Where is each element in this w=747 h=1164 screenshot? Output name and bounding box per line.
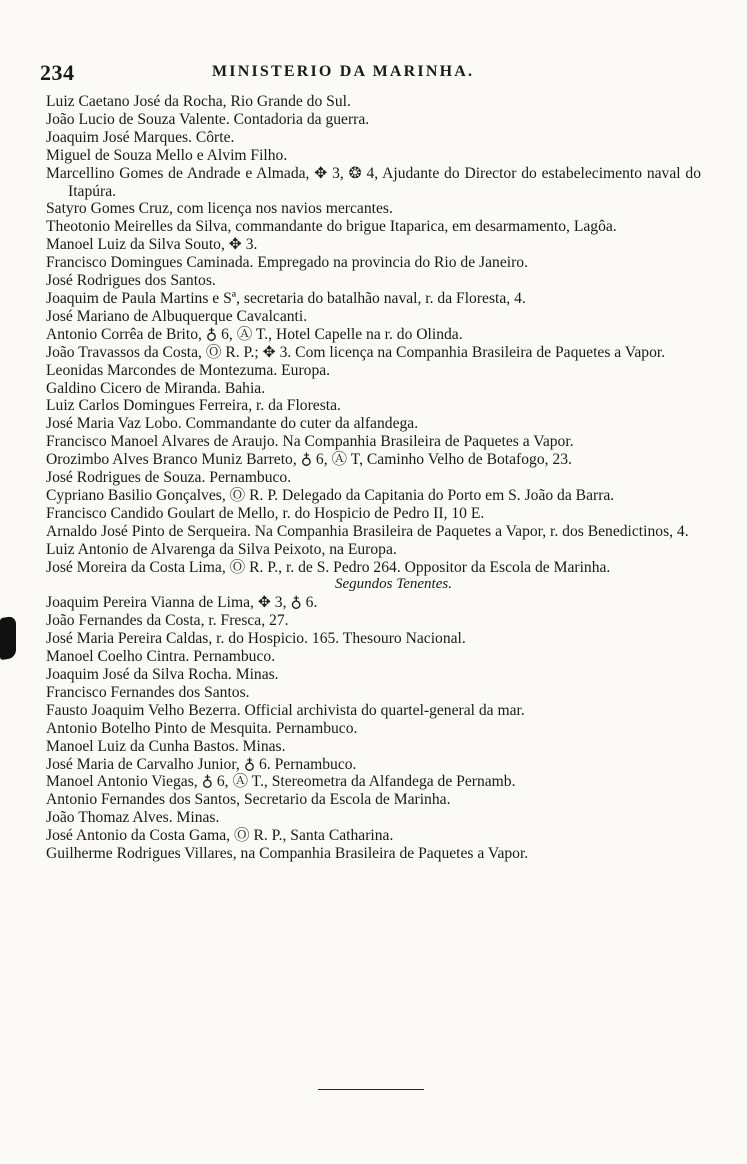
section-title: Segundos Tenentes. xyxy=(335,576,452,593)
list-item: Arnaldo José Pinto de Serqueira. Na Companhia Brasileira de Paquetes a Vapor, r. dos Benedictinos, 4. xyxy=(46,522,689,540)
list-item: Francisco Fernandes dos Santos. xyxy=(46,683,250,701)
list-item: Luiz Carlos Domingues Ferreira, r. da Floresta. xyxy=(46,397,341,415)
list-item: Miguel de Souza Mello e Alvim Filho. xyxy=(46,146,288,164)
list-item: Fausto Joaquim Velho Bezerra. Official archivista do quartel-general da mar. xyxy=(46,701,525,719)
list-item: José Rodrigues de Souza. Pernambuco. xyxy=(46,469,292,487)
list-item: Orozimbo Alves Branco Muniz Barreto, ♁ 6, Ⓐ T, Caminho Velho de Botafogo, 23. xyxy=(46,451,572,469)
list-item: José Antonio da Costa Gama, Ⓞ R. P., Santa Catharina. xyxy=(46,827,394,845)
list-item: Leonidas Marcondes de Montezuma. Europa. xyxy=(46,361,331,379)
list-item: Manoel Luiz da Cunha Bastos. Minas. xyxy=(46,737,286,755)
list-item: João Lucio de Souza Valente. Contadoria da guerra. xyxy=(46,110,370,128)
list-item: José Moreira da Costa Lima, Ⓞ R. P., r. de S. Pedro 264. Oppositor da Escola de Marinha. xyxy=(46,558,611,576)
list-item: José Maria Vaz Lobo. Commandante do cuter da alfandega. xyxy=(46,415,419,433)
list-item: João Thomaz Alves. Minas. xyxy=(46,809,220,827)
list-item: Joaquim José da Silva Rocha. Minas. xyxy=(46,666,279,683)
list-item: Antonio Corrêa de Brito, ♁ 6, Ⓐ T., Hotel Capelle na r. do Olinda. xyxy=(46,325,463,343)
entries-list xyxy=(46,93,701,863)
list-item: Manoel Coelho Cintra. Pernambuco. xyxy=(46,648,276,666)
list-item: Cypriano Basilio Gonçalves, Ⓞ R. P. Delegado da Capitania do Porto em S. João da Barra. xyxy=(46,486,615,504)
list-item: Galdino Cicero de Miranda. Bahia. xyxy=(46,379,266,397)
list-item: Francisco Domingues Caminada. Empregado na provincia do Rio de Janeiro. xyxy=(46,254,528,272)
list-item: Joaquim de Paula Martins e Sª, secretaria do batalhão naval, r. da Floresta, 4. xyxy=(46,289,526,307)
list-item: João Fernandes da Costa, r. Fresca, 27. xyxy=(46,612,289,630)
list-item: João Travassos da Costa, Ⓞ R. P.; ✥ 3. Com licença na Companhia Brasileira de Paquetes a Vapor. xyxy=(46,343,666,361)
list-item: Theotonio Meirelles da Silva, commandante do brigue Itaparica, em desarmamento, Lagôa. xyxy=(46,218,617,236)
binding-smudge xyxy=(0,616,16,660)
list-item: Antonio Botelho Pinto de Mesquita. Pernambuco. xyxy=(46,719,358,737)
list-item: Joaquim José Marques. Côrte. xyxy=(46,128,235,146)
list-item: José Rodrigues dos Santos. xyxy=(46,272,216,290)
list-item: José Maria Pereira Caldas, r. do Hospicio. 165. Thesouro Nacional. xyxy=(46,630,466,648)
list-item: Francisco Manoel Alvares de Araujo. Na Companhia Brasileira de Paquetes a Vapor. xyxy=(46,433,574,451)
list-item: Guilherme Rodrigues Villares, na Companhia Brasileira de Paquetes a Vapor. xyxy=(46,845,529,863)
list-item: José Maria de Carvalho Junior, ♁ 6. Pernambuco. xyxy=(46,755,357,773)
list-item: Manoel Luiz da Silva Souto, ✥ 3. xyxy=(46,236,258,254)
list-item: Francisco Candido Goulart de Mello, r. do Hospicio de Pedro II, 10 E. xyxy=(46,504,485,522)
list-item: Luiz Caetano José da Rocha, Rio Grande do Sul. xyxy=(46,93,351,110)
end-rule xyxy=(318,1089,424,1090)
list-item: Manoel Antonio Viegas, ♁ 6, Ⓐ T., Stereometra da Alfandega de Pernamb. xyxy=(46,773,516,791)
list-item: Satyro Gomes Cruz, com licença nos navios mercantes. xyxy=(46,200,393,218)
running-title: MINISTERIO DA MARINHA. xyxy=(212,63,475,80)
page-header xyxy=(40,60,700,86)
list-item: Luiz Antonio de Alvarenga da Silva Peixoto, na Europa. xyxy=(46,540,397,558)
list-item: Marcellino Gomes de Andrade e Almada, ✥ 3, ❂ 4, Ajudante do Director do estabelecimento naval do Itapúra. xyxy=(46,164,701,200)
list-item: Antonio Fernandes dos Santos, Secretario da Escola de Marinha. xyxy=(46,791,451,809)
list-item: José Mariano de Albuquerque Cavalcanti. xyxy=(46,307,308,325)
list-item: Joaquim Pereira Vianna de Lima, ✥ 3, ♁ 6. xyxy=(46,594,318,612)
page-number: 234 xyxy=(40,60,75,85)
